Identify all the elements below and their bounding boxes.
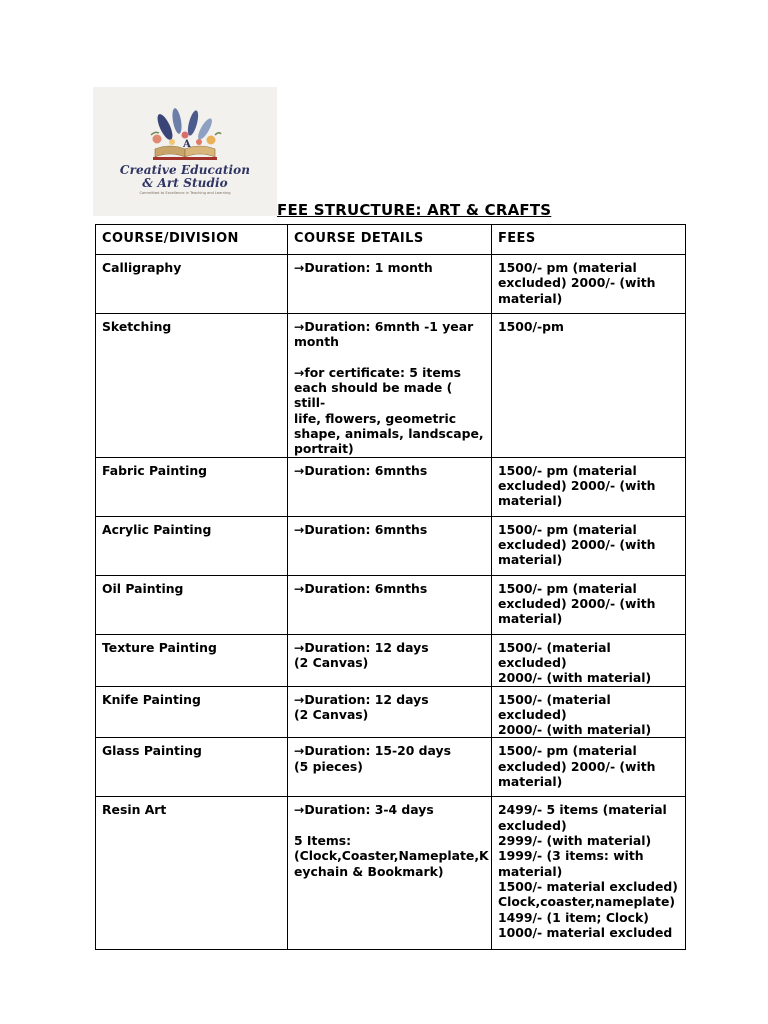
course-name: Fabric Painting bbox=[102, 462, 208, 478]
fees-cell bbox=[492, 457, 686, 516]
details-cell bbox=[288, 516, 492, 575]
details-cell bbox=[288, 738, 492, 797]
fees-line: 1500/- material excluded) bbox=[498, 878, 678, 894]
fees-line: excluded) bbox=[498, 817, 567, 833]
details-line: month bbox=[294, 334, 339, 350]
table-row bbox=[96, 738, 686, 797]
fees-line: 2999/- (with material) bbox=[498, 833, 652, 849]
fees-line: 1500/- (material excluded) bbox=[498, 691, 611, 722]
details-cell bbox=[288, 634, 492, 686]
fees-line: 1500/- pm (material bbox=[498, 260, 637, 275]
fees-line: material) bbox=[498, 552, 563, 568]
fees-line: 1000/- material excluded bbox=[498, 924, 673, 940]
fees-line: excluded) 2000/- (with bbox=[498, 275, 656, 291]
logo-line-1: Creative Education bbox=[119, 163, 251, 177]
details-line: eychain & Bookmark) bbox=[294, 863, 444, 879]
fees-line: 2000/- (with material) bbox=[498, 722, 652, 738]
fees-cell bbox=[492, 797, 686, 950]
svg-text:A: A bbox=[183, 139, 191, 150]
fees-line: 2499/- 5 items (material bbox=[498, 802, 667, 818]
fees-line: material) bbox=[498, 290, 563, 306]
details-line: (5 pieces) bbox=[294, 758, 363, 774]
table-row bbox=[96, 575, 686, 634]
course-name: Oil Painting bbox=[102, 580, 184, 596]
fees-cell bbox=[492, 575, 686, 634]
logo-tagline: Committed to Excellence in Teaching and Learning bbox=[139, 191, 231, 195]
fees-line: material) bbox=[498, 493, 563, 509]
fees-line: material) bbox=[498, 611, 563, 627]
details-line: →Duration: 6mnth -1 year bbox=[294, 319, 474, 334]
book-and-flowers-icon bbox=[93, 87, 277, 167]
details-line: shape, animals, landscape, bbox=[294, 426, 484, 442]
details-cell bbox=[288, 575, 492, 634]
fees-line: 2000/- (with material) bbox=[498, 670, 652, 686]
course-cell bbox=[96, 314, 288, 458]
fees-cell bbox=[492, 255, 686, 314]
details-line: life, flowers, geometric bbox=[294, 410, 457, 426]
fees-cell bbox=[492, 686, 686, 738]
details-cell bbox=[288, 797, 492, 950]
fees-line: 1500/- pm (material bbox=[498, 462, 637, 478]
paragraph-gap bbox=[294, 818, 485, 833]
fees-line: material) bbox=[498, 863, 563, 879]
details-line: →Duration: 1 month bbox=[294, 260, 433, 275]
course-cell bbox=[96, 457, 288, 516]
table-row bbox=[96, 516, 686, 575]
course-name: Knife Painting bbox=[102, 691, 201, 707]
header-course: COURSE/DIVISION bbox=[96, 225, 288, 255]
fees-line: Clock,coaster,nameplate) bbox=[498, 894, 676, 910]
header-details: COURSE DETAILS bbox=[288, 225, 492, 255]
course-cell bbox=[96, 797, 288, 950]
details-line: →for certificate: 5 items bbox=[294, 364, 462, 380]
fees-cell bbox=[492, 314, 686, 458]
fees-line: excluded) 2000/- (with bbox=[498, 595, 656, 611]
details-cell bbox=[288, 457, 492, 516]
fees-line: 1500/- pm (material bbox=[498, 580, 637, 596]
paragraph-gap bbox=[294, 350, 485, 365]
table-row bbox=[96, 797, 686, 950]
fees-cell bbox=[492, 634, 686, 686]
details-line: →Duration: 3-4 days bbox=[294, 802, 434, 818]
fees-line: 1500/-pm bbox=[498, 319, 564, 334]
studio-logo bbox=[93, 87, 277, 216]
table-header-row bbox=[96, 225, 686, 255]
details-line: (2 Canvas) bbox=[294, 706, 369, 722]
page-title: FEE STRUCTURE: ART & CRAFTS bbox=[277, 201, 552, 219]
details-line: →Duration: 6mnths bbox=[294, 462, 428, 478]
course-cell bbox=[96, 516, 288, 575]
fees-line: 1500/- (material excluded) bbox=[498, 639, 611, 670]
course-cell bbox=[96, 255, 288, 314]
fees-line: excluded) 2000/- (with bbox=[498, 758, 656, 774]
course-name: Texture Painting bbox=[102, 639, 217, 655]
details-line: →Duration: 15-20 days bbox=[294, 743, 451, 759]
fees-line: excluded) 2000/- (with bbox=[498, 477, 656, 493]
course-name: Calligraphy bbox=[102, 260, 182, 275]
fees-line: 1999/- (3 items: with bbox=[498, 848, 644, 864]
details-line: (Clock,Coaster,Nameplate,K bbox=[294, 848, 489, 864]
header-fees: FEES bbox=[492, 225, 686, 255]
fee-table bbox=[95, 224, 686, 950]
details-line: →Duration: 12 days bbox=[294, 639, 429, 655]
course-cell bbox=[96, 686, 288, 738]
fees-cell bbox=[492, 738, 686, 797]
fees-line: material) bbox=[498, 774, 563, 790]
course-cell bbox=[96, 738, 288, 797]
course-name: Sketching bbox=[102, 319, 172, 334]
table-row bbox=[96, 634, 686, 686]
fees-cell bbox=[492, 516, 686, 575]
details-line: →Duration: 12 days bbox=[294, 691, 429, 707]
table-row bbox=[96, 314, 686, 458]
fees-line: excluded) 2000/- (with bbox=[498, 536, 656, 552]
details-cell bbox=[288, 255, 492, 314]
fees-line: 1499/- (1 item; Clock) bbox=[498, 909, 649, 925]
table-row bbox=[96, 255, 686, 314]
table-row bbox=[96, 686, 686, 738]
details-line: (2 Canvas) bbox=[294, 654, 369, 670]
course-name: Resin Art bbox=[102, 802, 167, 818]
details-line: 5 Items: bbox=[294, 833, 352, 849]
course-cell bbox=[96, 575, 288, 634]
details-line: →Duration: 6mnths bbox=[294, 521, 428, 537]
details-line: each should be made ( still- bbox=[294, 380, 453, 411]
fees-line: 1500/- pm (material bbox=[498, 521, 637, 537]
course-cell bbox=[96, 634, 288, 686]
details-line: portrait) bbox=[294, 441, 354, 457]
logo-line-2: & Art Studio bbox=[142, 176, 228, 190]
fees-line: 1500/- pm (material bbox=[498, 743, 637, 759]
course-name: Glass Painting bbox=[102, 743, 202, 759]
details-cell bbox=[288, 686, 492, 738]
details-line: →Duration: 6mnths bbox=[294, 580, 428, 596]
details-cell bbox=[288, 314, 492, 458]
table-row bbox=[96, 457, 686, 516]
course-name: Acrylic Painting bbox=[102, 521, 212, 537]
